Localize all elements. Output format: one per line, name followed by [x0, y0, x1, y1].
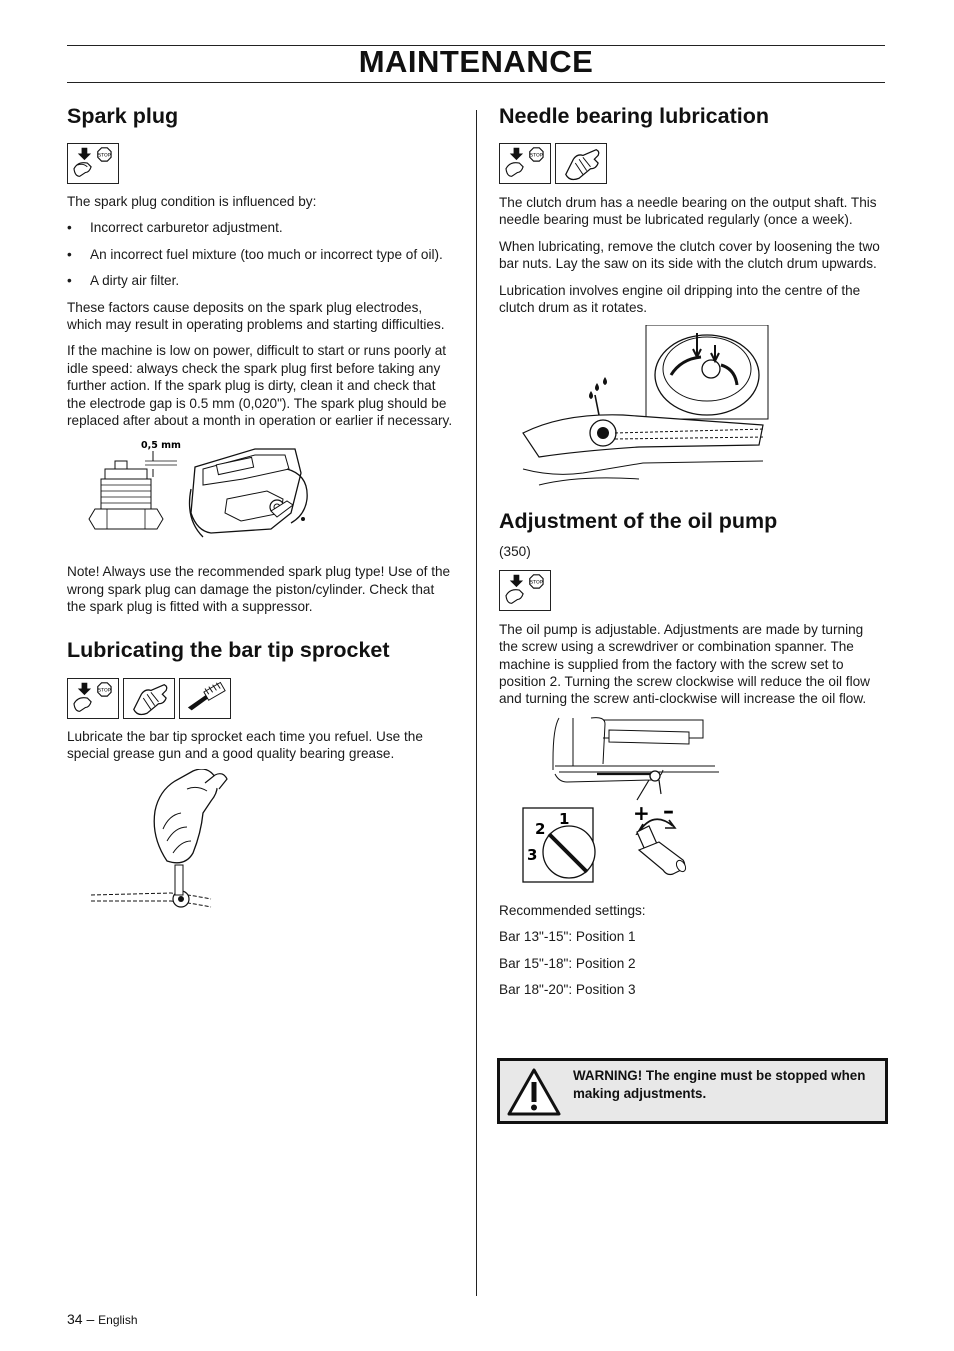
spark-plug-symbols [67, 143, 453, 184]
svg-text:STOP: STOP [98, 688, 111, 694]
needle-bearing-heading: Needle bearing lubrication [499, 104, 769, 128]
recommended-settings-title: Recommended settings: [499, 902, 646, 918]
setting-row: Bar 13"-15": Position 1 [499, 929, 636, 945]
setting-row: Bar 18"-20": Position 3 [499, 982, 636, 998]
bullet-item: • A dirty air filter. [67, 272, 453, 289]
left-column [67, 104, 453, 919]
spark-plug-heading: Spark plug [67, 104, 179, 128]
warning-box [497, 1058, 888, 1124]
right-column [499, 104, 885, 999]
warning-text: WARNING! The engine must be stopped when making adjustments. [573, 1068, 866, 1101]
oil-pump-heading: Adjustment of the oil pump [499, 509, 778, 534]
needle-bearing-symbols [499, 143, 885, 184]
cleaning-brush-icon [179, 678, 231, 719]
stop-engine-icon [499, 143, 551, 184]
footer-language: English [98, 1313, 138, 1327]
svg-text:STOP: STOP [530, 580, 543, 586]
stop-engine-icon [499, 570, 551, 611]
grease-gun-illustration [67, 769, 453, 919]
plus-sign: + [633, 800, 650, 825]
bullet-item: • Incorrect carburetor adjustment. [67, 219, 453, 236]
minus-sign: – [663, 798, 674, 824]
spark-plug-illustration [67, 439, 453, 549]
spark-plug-para1: These factors cause deposits on the spark plug electrodes, which may result in operating problems and starting difficulties. [67, 299, 445, 333]
svg-text:STOP: STOP [530, 153, 543, 159]
dial-label-2: 2 [535, 819, 546, 838]
svg-text:STOP: STOP [98, 153, 111, 159]
spark-plug-intro: The spark plug condition is influenced by: [67, 194, 317, 209]
warning-triangle-icon [506, 1067, 562, 1117]
spark-plug-para2: If the machine is low on power, difficult to start or runs poorly at idle speed: always check the spark plug first before taking any further action. If the spark plug is dirty, clean it and check that the electrode gap is 0.5 mm (0,020"). The spark plug should be replaced after about a month in operation or earlier if necessary. [67, 343, 453, 429]
column-divider [476, 110, 477, 1296]
protective-glove-icon [123, 678, 175, 719]
dial-label-1: 1 [559, 809, 570, 828]
clutch-drum-illustration [499, 325, 885, 497]
oil-pump-text: The oil pump is adjustable. Adjustments are made by turning the screw using a screwdriver or combination spanner. The machine is supplied from the factory with the screw set to position 2. Turning the screw clockwise will reduce the oil flow and turning the screw anti-clockwise will increase the oil flow. [499, 621, 870, 707]
gap-label: 0,5 mm [141, 440, 181, 452]
bar-tip-text: Lubricate the bar tip sprocket each time you refuel. Use the special grease gun and a good quality bearing grease. [67, 728, 423, 762]
needle-bearing-para3: Lubrication involves engine oil dripping into the centre of the clutch drum as it rotates. [499, 282, 861, 316]
stop-engine-icon [67, 678, 119, 719]
setting-row: Bar 15"-18": Position 2 [499, 955, 636, 971]
protective-glove-icon [555, 143, 607, 184]
oil-pump-symbols [499, 570, 885, 611]
page-footer [67, 1311, 138, 1327]
page-number: 34 – [67, 1311, 95, 1327]
needle-bearing-para2: When lubricating, remove the clutch cover by loosening the two bar nuts. Lay the saw on its side with the clutch drum upwards. [499, 238, 880, 272]
needle-bearing-para1: The clutch drum has a needle bearing on the output shaft. This needle bearing must be lubricated regularly (once a week). [499, 195, 877, 228]
oil-pump-model: (350) [499, 544, 531, 560]
spark-plug-note: Note! Always use the recommended spark plug type! Use of the wrong spark plug can damage the piston/cylinder. Check that the spark plug is fitted with a suppressor. [67, 564, 451, 615]
oil-pump-illustration [499, 716, 885, 892]
bullet-item: • An incorrect fuel mixture (too much or incorrect type of oil). [67, 246, 453, 263]
page-title: MAINTENANCE [358, 44, 594, 79]
spark-plug-bullets [67, 219, 453, 289]
header-rule-bottom [67, 82, 885, 83]
bar-tip-symbols [67, 678, 453, 719]
stop-engine-icon [67, 143, 119, 184]
dial-label-3: 3 [527, 845, 538, 864]
bar-tip-heading: Lubricating the bar tip sprocket [67, 637, 390, 662]
